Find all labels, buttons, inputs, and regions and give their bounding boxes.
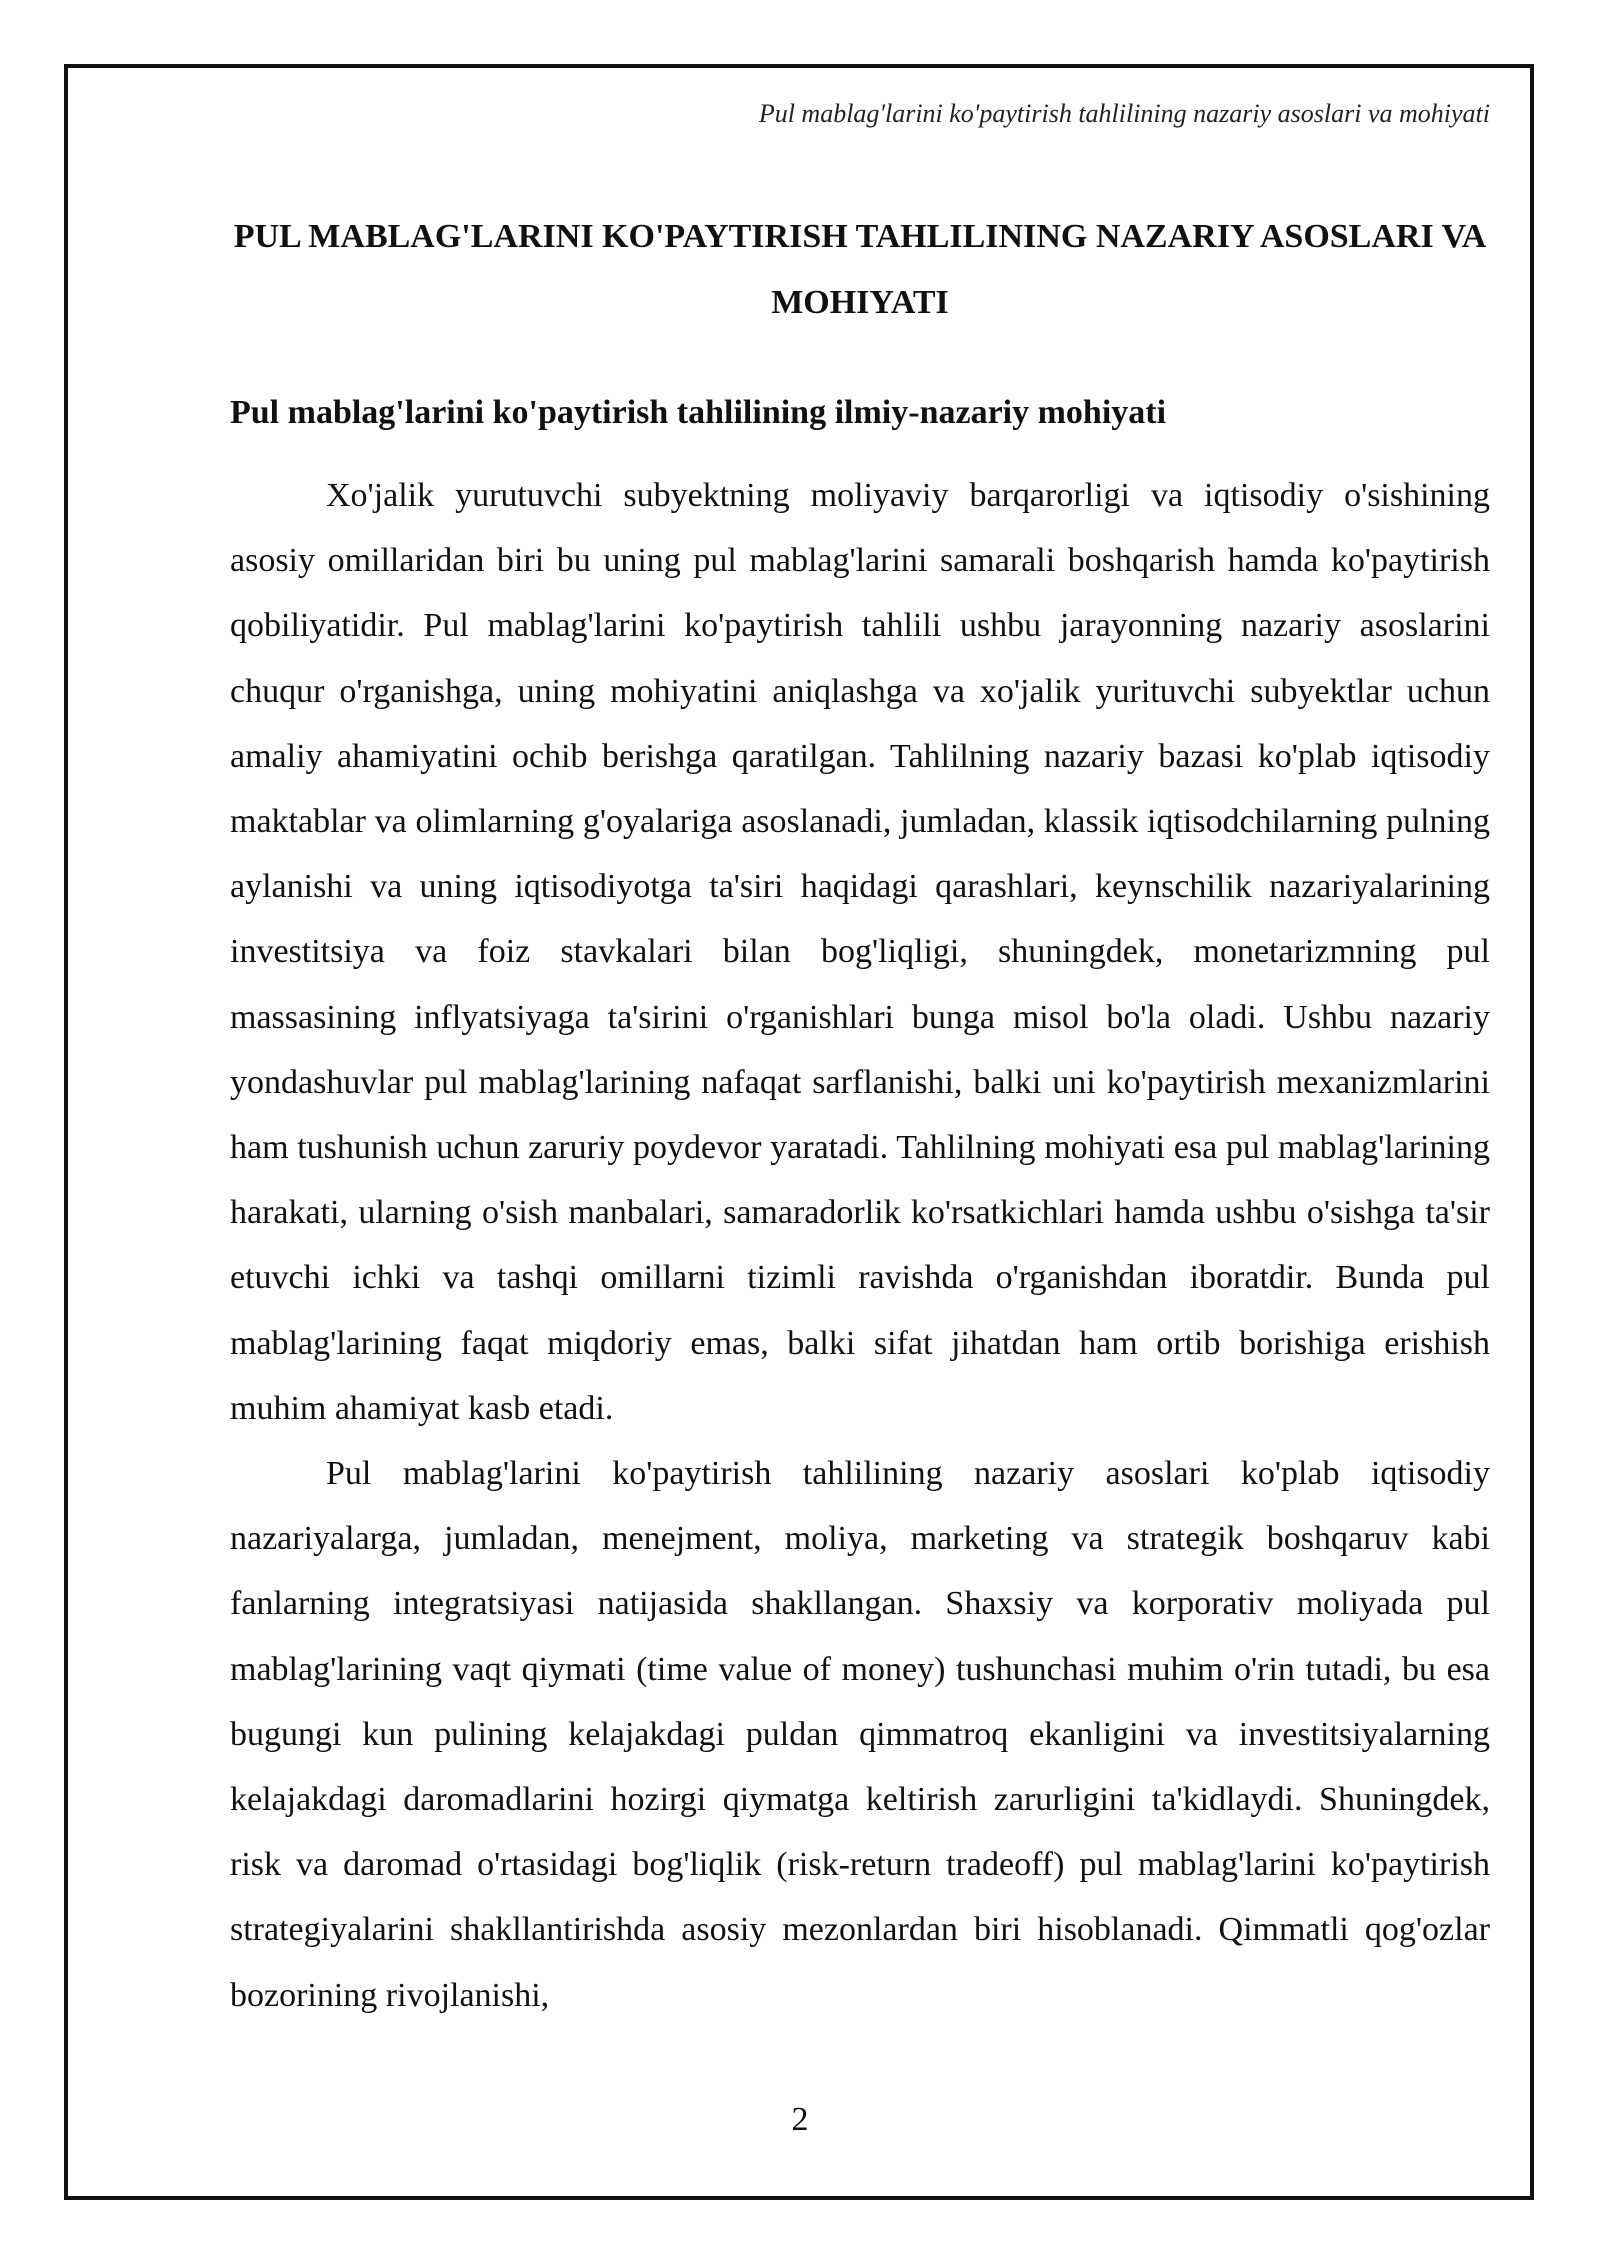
running-header: Pul mablag'larini ko'paytirish tahlilining nazariy asoslari va mohiyati — [758, 99, 1490, 128]
page-number: 2 — [791, 2101, 809, 2138]
paragraph: Xo'jalik yurutuvchi subyektning moliyaviy barqarorligi va iqtisodiy o'sishining asosiy omillaridan biri bu uning pul mablag'larini samarali boshqarish hamda ko'paytirish qobiliyatidir. Pul mablag'larini ko'paytirish tahlili ushbu jarayonning nazariy asoslarini chuqur o'rganishga, uning mohiyatini aniqlashga va xo'jalik yurituvchi subyektlar uchun amaliy ahamiyatini ochib berishga qaratilgan. Tahlilning nazariy bazasi ko'plab iqtisodiy maktablar va olimlarning g'oyalariga asoslanadi, jumladan, klassik iqtisodchilarning pulning aylanishi va uning iqtisodiyotga ta'siri haqidagi qarashlari, keynschilik nazariyalarining investitsiya va foiz stavkalari bilan bog'liqligi, shuningdek, monetarizmning pul massasining inflyatsiyaga ta'sirini o'rganishlari bunga misol bo'la oladi. Ushbu nazariy yondashuvlar pul mablag'larining nafaqat sarflanishi, balki uni ko'paytirish mexanizmlarini ham tushunish uchun zaruriy poydevor yaratadi. Tahlilning mohiyati esa pul mablag'larining harakati, ularning o'sish manbalari, samaradorlik ko'rsatkichlari hamda ushbu o'sishga ta'sir etuvchi ichki va tashqi omillarni tizimli ravishda o'rganishdan iboratdir. Bunda pul mablag'larining faqat miqdoriy emas, balki sifat jihatdan ham ortib borishiga erishish muhim ahamiyat kasb etadi. — [230, 477, 1490, 1427]
body-text — [230, 463, 1490, 2028]
document-title: PUL MABLAG'LARINI KO'PAYTIRISH TAHLILINING NAZARIY ASOSLARI VA MOHIYATI — [233, 218, 1487, 321]
paragraph: Pul mablag'larini ko'paytirish tahlilining nazariy asoslari ko'plab iqtisodiy nazariyalarga, jumladan, menejment, moliya, marketing va strategik boshqaruv kabi fanlarning integratsiyasi natijasida shakllangan. Shaxsiy va korporativ moliyada pul mablag'larining vaqt qiymati (time value of money) tushunchasi muhim o'rin tutadi, bu esa bugungi kun pulining kelajakdagi puldan qimmatroq ekanligini va investitsiyalarning kelajakdagi daromadlarini hozirgi qiymatga keltirish zarurligini ta'kidlaydi. Shuningdek, risk va daromad o'rtasidagi bog'liqlik (risk-return tradeoff) pul mablag'larini ko'paytirish strategiyalarini shakllantirishda asosiy mezonlardan biri hisoblanadi. Qimmatli qog'ozlar bozorining rivojlanishi, — [230, 1455, 1490, 2014]
section-heading: Pul mablag'larini ko'paytirish tahlilining ilmiy-nazariy mohiyati — [230, 394, 1167, 431]
